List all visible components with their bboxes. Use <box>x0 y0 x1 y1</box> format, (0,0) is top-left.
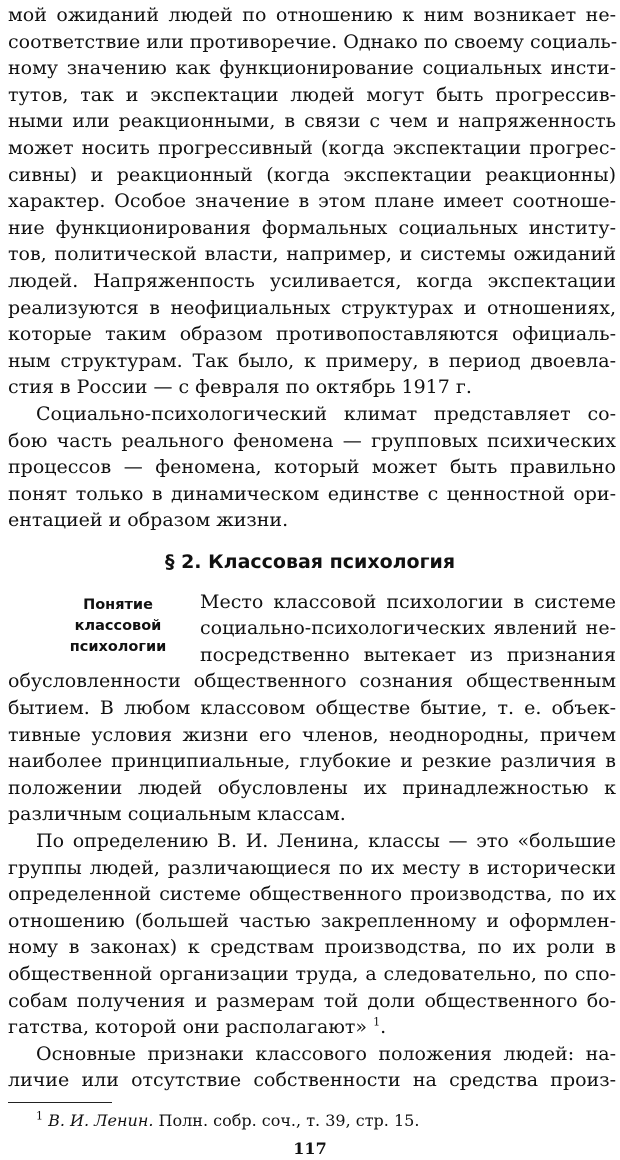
text-line: тов, политической власти, например, и системы ожиданий <box>8 243 616 266</box>
text-line: ентацией и образом жизни. <box>8 509 289 532</box>
text-line: тутов, так и экспектации людей могут быть прогрессив- <box>8 83 616 106</box>
text-line: бою часть реального феномена — групповых психических <box>8 429 616 452</box>
text-line: наиболее принципиальные, глубокие и резкие различия в <box>8 750 616 773</box>
text-span: гатства, которой они располагают» <box>8 1016 368 1039</box>
text-line: мой ожиданий людей по отношению к ним возникает не- <box>8 4 616 26</box>
text-line: понят только в динамическом единстве с ценностной ори- <box>8 482 616 505</box>
text-line: Место классовой психологии в системе <box>200 590 616 613</box>
margin-note <box>52 595 184 658</box>
section-heading: § 2. Классовая психология <box>164 551 456 573</box>
text-line: бытием. В любом классовом обществе бытие, т. е. объек- <box>8 697 616 719</box>
text-line: тивные условия жизни его членов, неоднородны, причем <box>8 723 616 746</box>
text-line: ными или реакционными, в связи с чем и напряженность <box>8 110 616 133</box>
text-line: обусловленности общественного сознания общественным <box>8 670 616 693</box>
text-line: определенной системе общественного производства, по их <box>8 883 616 906</box>
margin-note-line: Понятие <box>83 596 153 613</box>
text-line: отношению (большей частью закрепленному и оформлен- <box>8 909 616 932</box>
text-line: По определению В. И. Ленина, классы — это «большие <box>36 830 616 852</box>
text-line: различным социальным классам. <box>8 803 346 826</box>
text-line: ному значению как функционирование социальных инсти- <box>8 57 616 80</box>
text-line: может носить прогрессивный (когда экспектации прогрес- <box>8 137 616 159</box>
text-line: людей. Напряженпость усиливается, когда экспектации <box>8 270 616 292</box>
text-line: ние функционирования формальных социальных институ- <box>8 216 616 239</box>
text-line: процессов — феномена, который может быть правильно <box>8 456 616 479</box>
text-line: посредственно вытекает из признания <box>200 643 616 666</box>
text-line: Социально-психологический климат представляет со- <box>36 403 616 425</box>
page-number: 117 <box>293 1139 327 1158</box>
text-line: собам получения и размерам той доли общественного бо- <box>8 989 616 1012</box>
text-line: Основные признаки классового положения людей: на- <box>36 1042 616 1065</box>
text-line: характер. Особое значение в этом плане имеет соотноше- <box>8 190 616 213</box>
margin-note-line: психологии <box>69 638 167 655</box>
text-line: реализуются в неофициальных структурах и отношениях, <box>8 296 616 319</box>
footnote-author: В. И. Ленин. <box>48 1111 154 1130</box>
footnote-marker: 1 <box>36 1109 43 1123</box>
text-line: социально-психологических явлений не- <box>200 617 616 640</box>
text-line: соответствие или противоречие. Однако по своему социаль- <box>8 30 618 53</box>
margin-note-line: классовой <box>74 617 162 634</box>
text-line: ному в законах) к средствам производства, по их роли в <box>8 936 616 959</box>
text-line: личие или отсутствие собственности на средства произ- <box>8 1069 616 1092</box>
text-line: положении людей обусловлены их принадлежностью к <box>8 776 616 799</box>
footnote-rule <box>8 1102 112 1103</box>
footnote <box>36 1110 419 1132</box>
text-line: которые таким образом противопоставляются официаль- <box>8 323 616 346</box>
text-line: стия в России — с февраля по октябрь 1917 г. <box>8 376 472 399</box>
text-line: ным структурам. Так было, к примеру, в период двоевла- <box>8 349 616 372</box>
footnote-citation: Полн. собр. соч., т. 39, стр. 15. <box>158 1111 420 1130</box>
footnote-reference: 1 <box>373 1015 381 1029</box>
text-line: группы людей, различающиеся по их месту в исторически <box>8 856 616 879</box>
text-line: общественной организации труда, а следовательно, по спо- <box>8 963 616 985</box>
text-line: гатства, которой они располагают» $^1$. <box>8 1015 387 1039</box>
text-line: сивны) и реакционный (когда экспектации реакционны) <box>8 163 616 186</box>
